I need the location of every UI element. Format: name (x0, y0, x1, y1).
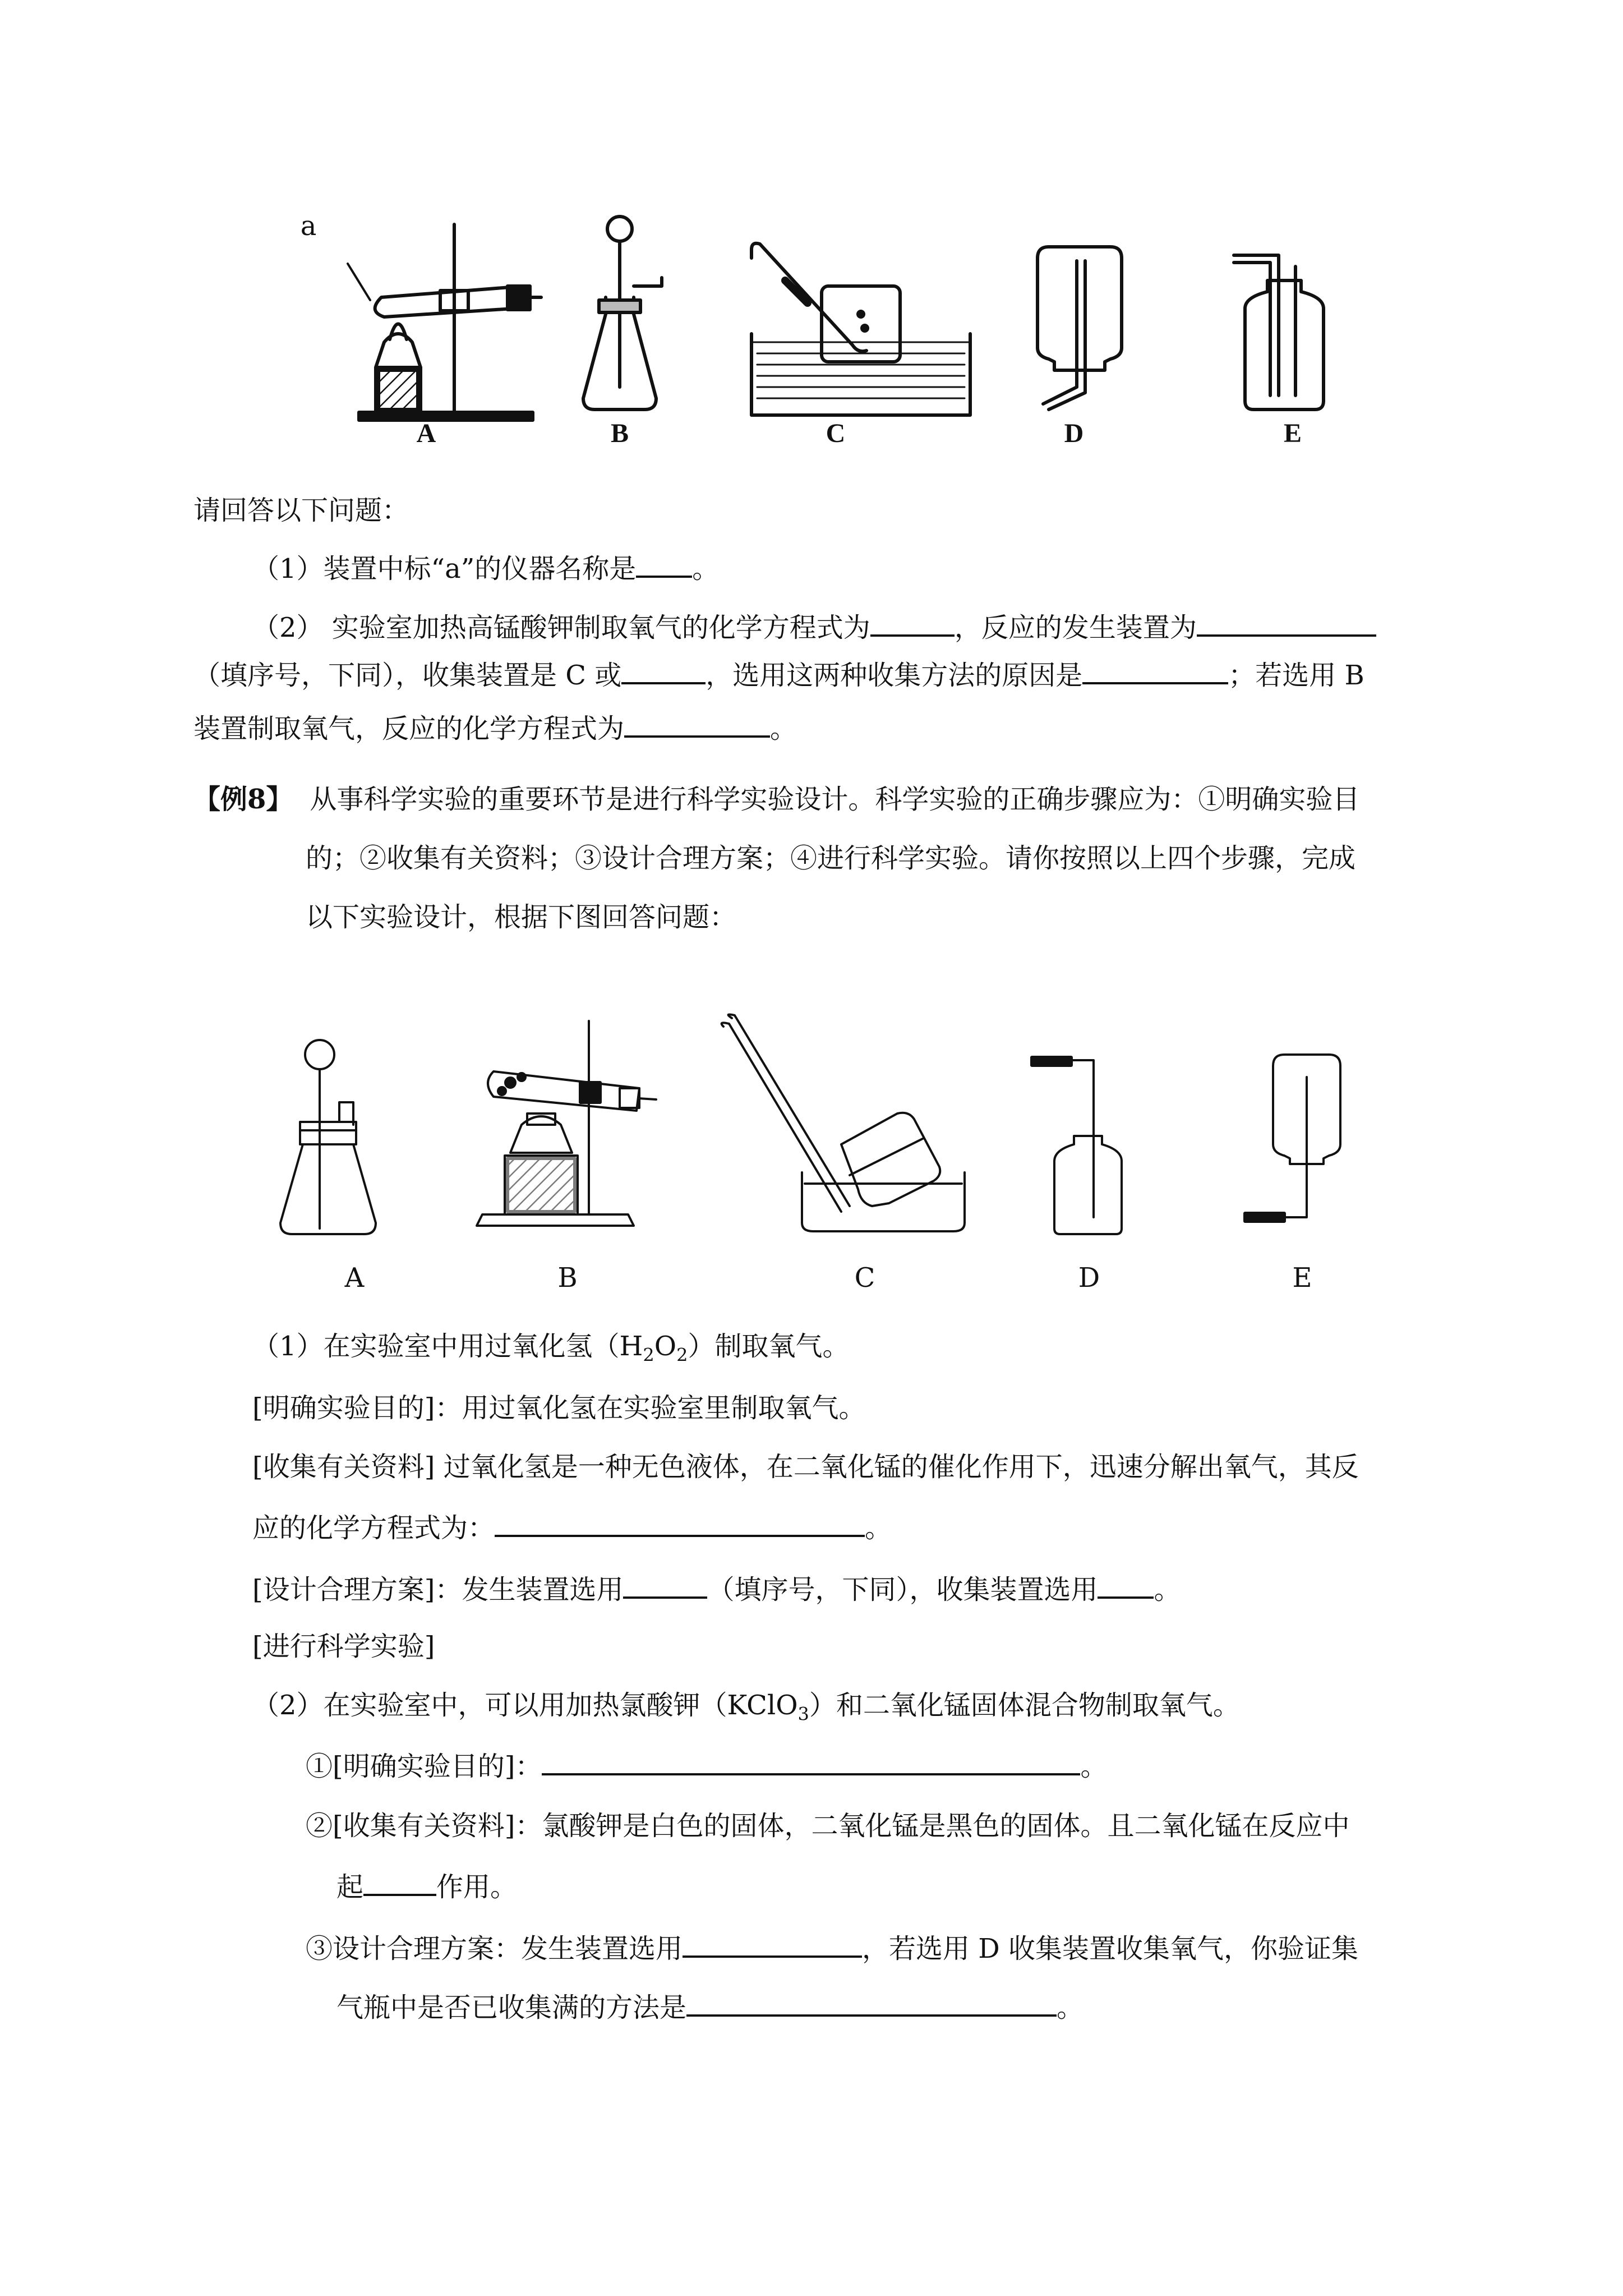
example8-tag: 【例8】 (193, 784, 293, 815)
apparatus-A-flask (280, 1040, 376, 1234)
fig2-label-D: D (1078, 1262, 1100, 1294)
part2-step2-line-1 (306, 1809, 1349, 1843)
part1-info-text-1: [收集有关资料] 过氧化氢是一种无色液体，在二氧化锰的催化作用下，迅速分解出氧气，其反 (252, 1451, 1359, 1483)
part2-sub: 3 (797, 1703, 809, 1725)
apparatus-figure-2 (275, 1004, 1368, 1240)
apparatus-E-inverted-bottle (1245, 1055, 1340, 1221)
part1-equation-blank[interactable] (495, 1509, 865, 1537)
part2-check-method-blank[interactable] (686, 1989, 1057, 2017)
example8-line-1 (193, 783, 1359, 816)
part1-do-text: [进行科学实验] (252, 1631, 435, 1662)
q2-text-g: 。 (770, 713, 797, 744)
fig1-label-D: D (1064, 418, 1084, 448)
part2-text-b: ）和二氧化锰固体混合物制取氧气。 (809, 1690, 1240, 1721)
fig2-label-B: B (557, 1262, 578, 1294)
part1-design-text-a: [设计合理方案]：发生装置选用 (252, 1574, 624, 1605)
part1-design-end: 。 (1154, 1574, 1181, 1605)
intro-line (193, 494, 409, 527)
part2-step1 (306, 1747, 1107, 1783)
apparatus-figure-1 (292, 202, 1385, 426)
apparatus-A-heating (348, 224, 541, 420)
fig1-label-B: B (610, 418, 629, 448)
part1-design-line (252, 1571, 1181, 1607)
q2-line-1 (252, 609, 1376, 645)
part2-purpose-blank[interactable] (542, 1747, 1080, 1775)
apparatus-B-flask (583, 217, 662, 409)
part2-step2-text-a: ②[收集有关资料]：氯酸钾是白色的固体，二氧化锰是黑色的固体。且二氧化锰在反应中 (306, 1810, 1350, 1842)
q2-text-e: ；若选用 B (1228, 660, 1364, 691)
part2-step3-line-2 (336, 1989, 1083, 2024)
part2-heading (252, 1688, 1240, 1731)
part1-text-a: （1）在实验室中用过氧化氢（H (252, 1331, 643, 1362)
q2-text-b: ，反应的发生装置为 (954, 612, 1197, 643)
fig1-label-A: A (416, 418, 436, 448)
example8-line-2 (306, 841, 1355, 875)
part2-step2-text-b: 起 (336, 1871, 364, 1903)
q1-text: （1）装置中标“a”的仪器名称是 (252, 553, 637, 585)
q2-reason-blank[interactable] (1082, 656, 1228, 684)
part2-step3-end: 。 (1057, 1992, 1084, 2023)
part1-sub-2: 2 (676, 1344, 688, 1366)
q2-equation-blank[interactable] (870, 609, 955, 637)
q2-text-c: （填序号，下同），收集装置是 C 或 (193, 660, 622, 691)
q2-line-2 (193, 656, 1364, 692)
example8-line-3 (306, 900, 736, 934)
part1-purpose (252, 1391, 865, 1425)
fig1-callout-a: a (300, 210, 317, 242)
q2-text-d: ，选用这两种收集方法的原因是 (706, 660, 1083, 691)
part2-role-blank[interactable] (363, 1868, 436, 1896)
part1-info-end: 。 (865, 1512, 892, 1544)
apparatus-C-water-trough (722, 1014, 965, 1231)
fig1-label-C: C (826, 418, 846, 448)
part1-text-b: O (654, 1331, 677, 1362)
q1-blank[interactable] (636, 550, 692, 578)
part2-step2-line-2 (336, 1868, 517, 1904)
part1-purpose-text: [明确实验目的]：用过氧化氢在实验室里制取氧气。 (252, 1392, 866, 1424)
part1-info-text-2: 应的化学方程式为： (252, 1512, 495, 1544)
apparatus-B-heating (477, 1021, 656, 1226)
part2-generator-blank[interactable] (683, 1930, 862, 1958)
part2-step3-text-a: ③设计合理方案：发生装置选用 (306, 1933, 683, 1964)
q2-collector-blank[interactable] (621, 656, 706, 684)
part1-do-line (252, 1630, 435, 1663)
example8-text-3: 以下实验设计，根据下图回答问题： (306, 901, 737, 933)
apparatus-D-inverted-bottle (1038, 247, 1122, 409)
part1-design-text-b: （填序号，下同），收集装置选用 (707, 1574, 1098, 1605)
part2-step1-text: ①[明确实验目的]： (306, 1751, 542, 1782)
part2-step3-text-b: ，若选用 D 收集装置收集氧气，你验证集 (862, 1933, 1359, 1964)
q2-b-equation-blank[interactable] (624, 710, 770, 738)
part1-info-line-2 (252, 1509, 892, 1545)
fig1-label-E: E (1283, 418, 1302, 448)
part1-heading (252, 1329, 850, 1372)
part1-sub-1: 2 (643, 1344, 654, 1366)
fig2-label-E: E (1292, 1262, 1312, 1294)
part2-step3-text-c: 气瓶中是否已收集满的方法是 (336, 1992, 687, 2023)
q2-line-3 (193, 710, 797, 746)
q2-text-f: 装置制取氧气，反应的化学方程式为 (193, 713, 625, 744)
example8-text-2: 的；②收集有关资料；③设计合理方案；④进行科学实验。请你按照以上四个步骤，完成 (306, 843, 1356, 874)
part2-step1-end: 。 (1080, 1751, 1108, 1782)
intro-text: 请回答以下问题： (193, 495, 409, 526)
fig2-label-C: C (854, 1262, 875, 1294)
apparatus-C-water-trough (751, 243, 970, 415)
apparatus-E-gas-bottle (1234, 255, 1324, 409)
part2-text-a: （2）在实验室中，可以用加热氯酸钾（KClO (252, 1690, 798, 1721)
part1-collector-blank[interactable] (1098, 1571, 1154, 1599)
part1-info-line-1 (252, 1450, 1359, 1484)
q2-text-a: （2） 实验室加热高锰酸钾制取氧气的化学方程式为 (252, 612, 870, 643)
example8-text-1: 从事科学实验的重要环节是进行科学实验设计。科学实验的正确步骤应为：①明确实验目 (310, 784, 1360, 815)
apparatus-D-gas-bottle (1032, 1057, 1122, 1234)
part2-step2-text-c: 作用。 (436, 1871, 518, 1903)
q1-end: 。 (692, 553, 720, 585)
part2-step3-line-1 (306, 1930, 1358, 1966)
q2-generator-blank[interactable] (1197, 609, 1376, 637)
q1-line (252, 550, 719, 586)
part1-generator-blank[interactable] (623, 1571, 707, 1599)
fig2-label-A: A (344, 1262, 365, 1294)
part1-text-c: ）制取氧气。 (688, 1331, 850, 1362)
